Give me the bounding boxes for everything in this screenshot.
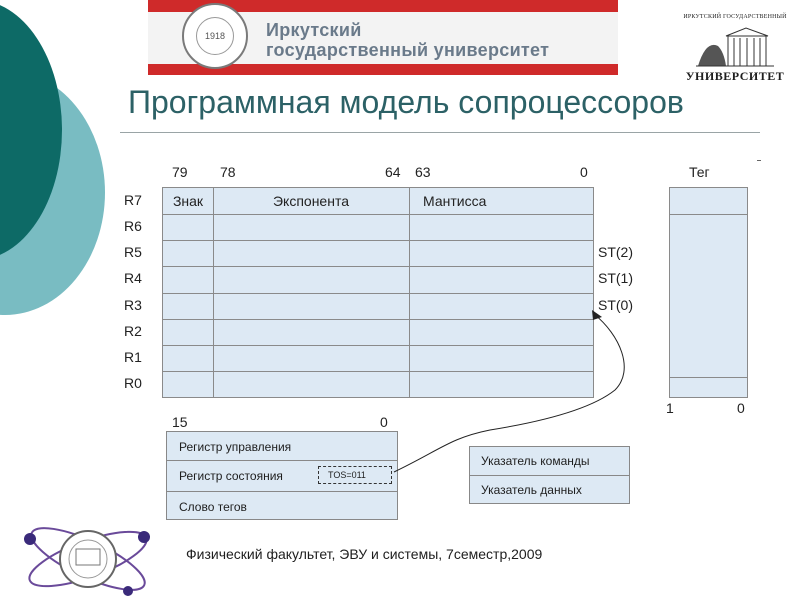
- logo-caption-top: ИРКУТСКИЙ ГОСУДАРСТВЕННЫЙ: [683, 14, 787, 20]
- stack-label-st0: ST(0): [598, 297, 633, 313]
- university-line-1: Иркутский: [266, 20, 362, 40]
- register-r2: R2: [124, 323, 142, 339]
- title-divider: [120, 132, 760, 133]
- register-r0: R0: [124, 375, 142, 391]
- grid-row-line: [163, 214, 593, 215]
- university-seal-logo: [182, 3, 248, 69]
- register-r7: R7: [124, 192, 142, 208]
- university-line-2: государственный университет: [266, 40, 550, 60]
- tos-arrow: [380, 300, 630, 490]
- tag-word-row: [167, 492, 397, 521]
- grid-row-line: [163, 293, 593, 294]
- status-register-row: [167, 461, 397, 492]
- register-r4: R4: [124, 270, 142, 286]
- bit-label-78: 78: [220, 164, 236, 180]
- stack-label-st2: ST(2): [598, 244, 633, 260]
- instruction-pointer-label: Указатель команды: [481, 454, 590, 468]
- faculty-logo: [16, 519, 164, 600]
- control-bit-15: 15: [172, 414, 188, 430]
- bit-label-64: 64: [385, 164, 401, 180]
- register-r5: R5: [124, 244, 142, 260]
- atom-seal-icon: [16, 519, 164, 600]
- tag-bit-0: 0: [737, 400, 745, 416]
- data-pointer-label: Указатель данных: [481, 483, 582, 497]
- tos-field: TOS=011: [318, 466, 392, 484]
- register-r6: R6: [124, 218, 142, 234]
- register-r3: R3: [124, 297, 142, 313]
- grid-row-line: [163, 240, 593, 241]
- corner-tick: [757, 160, 761, 161]
- bit-label-63: 63: [415, 164, 431, 180]
- tag-row-line: [670, 214, 747, 215]
- tag-header: Тег: [689, 164, 710, 180]
- tag-column: [669, 187, 748, 398]
- tag-bit-1: 1: [666, 400, 674, 416]
- control-register-label: Регистр управления: [179, 440, 292, 454]
- control-registers: [166, 431, 398, 520]
- bit-label-79: 79: [172, 164, 188, 180]
- register-r1: R1: [124, 349, 142, 365]
- seal-year: 1918: [204, 31, 226, 41]
- field-header-exponent: Экспонента: [272, 193, 349, 209]
- footer-caption: Физический факультет, ЭВУ и системы, 7семестр,2009: [186, 546, 543, 562]
- slide-title: Программная модель сопроцессоров: [128, 84, 684, 120]
- building-icon: [696, 26, 774, 68]
- stack-label-st1: ST(1): [598, 270, 633, 286]
- bit-label-0: 0: [580, 164, 588, 180]
- control-bit-0: 0: [380, 414, 388, 430]
- tag-word-label: Слово тегов: [179, 500, 247, 514]
- control-register-row: [167, 432, 397, 461]
- tag-row-line: [670, 377, 747, 378]
- banner-university-name: [266, 20, 549, 60]
- logo-caption-bottom: УНИВЕРСИТЕТ: [685, 69, 785, 83]
- university-building-logo: [682, 14, 788, 84]
- field-header-sign: Знак: [172, 193, 204, 209]
- grid-row-line: [163, 266, 593, 267]
- seal-center: [196, 17, 234, 55]
- status-register-label: Регистр состояния: [179, 469, 283, 483]
- field-header-mantissa: Мантисса: [423, 193, 487, 209]
